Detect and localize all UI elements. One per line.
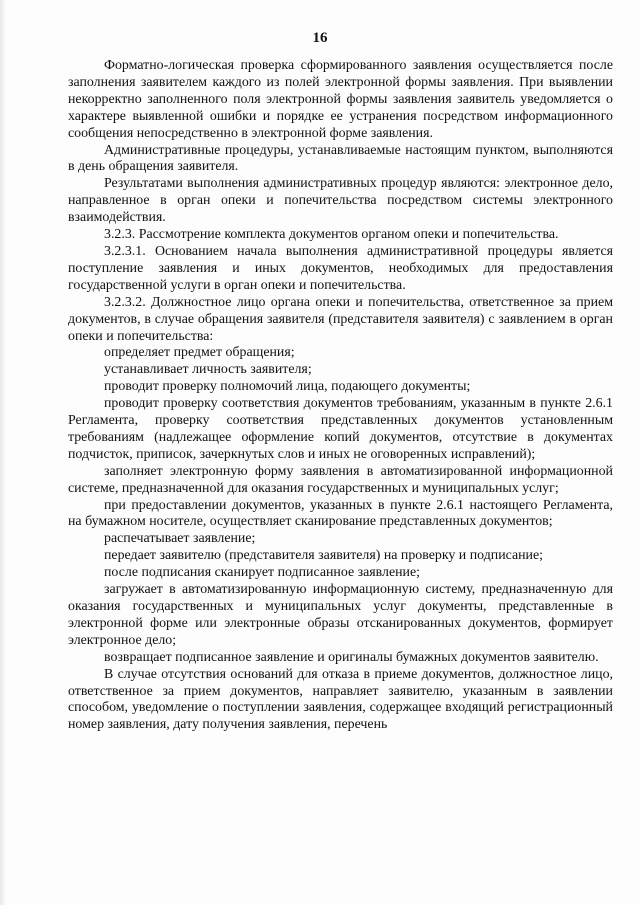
document-body bbox=[68, 58, 613, 734]
paragraph: Результатами выполнения административных процедур являются: электронное дело, направленное в орган опеки и попечительства посредством системы электронного взаимодействия. bbox=[68, 176, 613, 226]
list-item: проводит проверку полномочий лица, подающего документы; bbox=[104, 379, 471, 395]
list-item: возвращает подписанное заявление и оригиналы бумажных документов заявителю. bbox=[104, 649, 599, 665]
list-item: загружает в автоматизированную информационную систему, предназначенную для оказания государственных и муниципальных услуг документы, представленные в электронной форме или электронные образы отсканированных документов, формирует электронное дело; bbox=[68, 582, 613, 648]
list-item: после подписания сканирует подписанное заявление; bbox=[104, 565, 421, 581]
paragraph: 3.2.3.1. Основанием начала выполнения административной процедуры является поступление заявления и иных документов, необходимых для предоставления государственной услуги в орган опеки и попечительства. bbox=[68, 243, 613, 293]
list-item: проводит проверку соответствия документов требованиям, указанным в пункте 2.6.1 Регламента, проверку соответствия представленных документов установленным требованиям (надлежащее оформление копий документов, отсутствие в документах подчисток, приписок, зачеркнутых слов и иных не оговоренных исправлений); bbox=[68, 396, 613, 462]
page-number: 16 bbox=[312, 30, 328, 46]
list-item: при предоставлении документов, указанных в пункте 2.6.1 настоящего Регламента, на бумажном носителе, осуществляет сканирование представленных документов; bbox=[68, 497, 613, 530]
paragraph: В случае отсутствия оснований для отказа в приеме документов, должностное лицо, ответственное за прием документов, направляет заявителю, указанным в заявлении способом, уведомление о поступлении заявления, содержащее входящий регистрационный номер заявления, дату получения заявления, перечень bbox=[68, 666, 613, 733]
scan-edge-shadow bbox=[0, 0, 6, 905]
paragraph: 3.2.3.2. Должностное лицо органа опеки и попечительства, ответственное за прием документов, в случае обращения заявителя (представителя заявителя) с заявлением в орган опеки и попечительства: bbox=[68, 294, 613, 344]
list-item: определяет предмет обращения; bbox=[104, 345, 295, 361]
list-item: распечатывает заявление; bbox=[104, 531, 256, 547]
list-item: заполняет электронную форму заявления в автоматизированной информационной системе, предназначенной для оказания государственных и муниципальных услуг; bbox=[68, 463, 613, 496]
paragraph: Форматно-логическая проверка сформированного заявления осуществляется после заполнения заявителем каждого из полей электронной формы заявления. При выявлении некорректно заполненного поля электронной формы заявления заявитель уведомляется о характере выявленной ошибки и порядке ее устранения посредством информационного сообщения непосредственно в электронной форме заявления. bbox=[68, 58, 613, 141]
paragraph: Административные процедуры, устанавливаемые настоящим пунктом, выполняются в день обращения заявителя. bbox=[68, 142, 613, 175]
section-heading: 3.2.3. Рассмотрение комплекта документов органом опеки и попечительства. bbox=[104, 227, 559, 243]
list-item: устанавливает личность заявителя; bbox=[104, 362, 312, 378]
list-item: передает заявителю (представителя заявителя) на проверку и подписание; bbox=[104, 548, 544, 564]
